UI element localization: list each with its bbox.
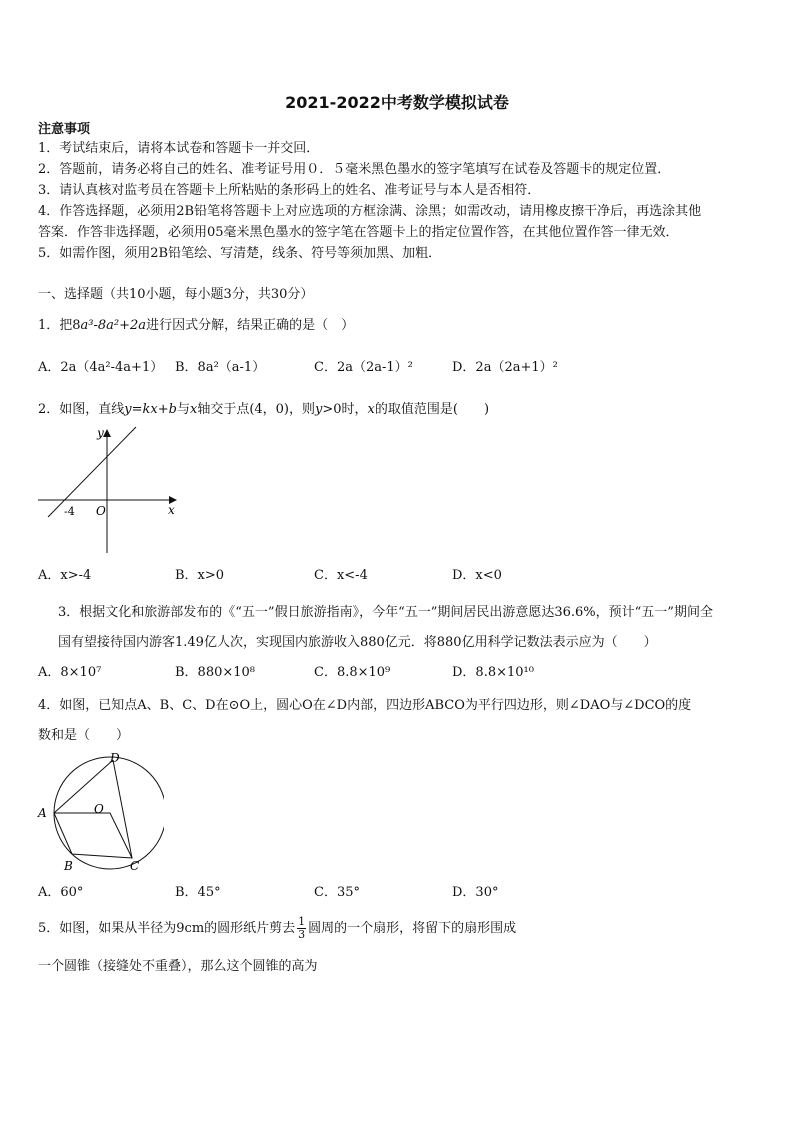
graph-line <box>48 427 136 517</box>
y-axis-arrow <box>103 429 111 437</box>
q1-option-d: D．2a（2a+1）² <box>452 360 558 375</box>
label-b: B <box>64 859 73 873</box>
question-1 <box>38 317 354 335</box>
q1-expression: a³-8a²+2a <box>80 318 147 333</box>
notice-heading: 注意事项 <box>38 122 91 137</box>
q5-text-1: 5．如图，如果从半径为9cm的圆形纸片剪去 <box>38 921 296 936</box>
q2-var-x2: x <box>367 402 375 417</box>
q3-option-d: D．8.8×10¹⁰ <box>452 665 534 680</box>
question-3-line-1: 3．根据文化和旅游部发布的《“五一”假日旅游指南》，今年“五一”期间居民出游意愿达36.6%，预计“五一”期间全 <box>58 605 713 620</box>
label-c: C <box>130 859 140 873</box>
q2-text-1: 2．如图，直线 <box>38 402 125 417</box>
q4-circle-figure <box>34 750 164 878</box>
origin-label: O <box>96 504 106 518</box>
q2-option-d: D．x<0 <box>452 568 502 583</box>
q3-option-b: B．880×10⁸ <box>175 665 256 680</box>
q2-var-x: x <box>189 402 198 417</box>
question-5-line-1 <box>38 914 516 944</box>
q2-text-2: 与 <box>176 402 190 417</box>
q2-option-a: A．x>-4 <box>38 568 92 583</box>
q3-option-a: A．8×10⁷ <box>38 665 102 680</box>
notice-item-4-cont: 答案．作答非选择题，必须用05毫米黑色墨水的签字笔在答题卡上的指定位置作答，在其他位置作答一律无效． <box>38 225 679 240</box>
q2-text-3: 轴交于点(4，0)，则 <box>197 402 315 417</box>
question-4-line-2: 数和是（ ） <box>38 728 130 743</box>
page-title: 2021-2022中考数学模拟试卷 <box>285 93 509 112</box>
q1-prefix: 1．把8 <box>38 318 81 333</box>
label-d: D <box>110 751 120 765</box>
q4-option-b: B．45° <box>175 885 221 900</box>
q3-option-c: C．8.8×10⁹ <box>314 665 391 680</box>
x-label: x <box>168 503 175 517</box>
label-o: O <box>94 802 104 816</box>
point-label: -4 <box>64 505 75 518</box>
q4-option-d: D．30° <box>452 885 499 900</box>
question-5-line-2: 一个圆锥（接缝处不重叠），那么这个圆锥的高为 <box>38 959 318 974</box>
q2-graph-figure <box>36 425 181 557</box>
notice-item-5: 5．如需作图，须用2B铅笔绘、写清楚，线条、符号等须加黑、加粗． <box>38 246 442 261</box>
q2-line-equation: y=kx+b <box>124 402 177 417</box>
q5-fraction <box>297 916 306 941</box>
q5-fraction-denominator: 3 <box>298 928 306 941</box>
notice-item-1: 1．考试结束后，请将本试卷和答题卡一并交回． <box>38 141 320 156</box>
y-label: y <box>97 426 104 440</box>
notice-item-4: 4．作答选择题，必须用2B铅笔将答题卡上对应选项的方框涂满、涂黑；如需改动，请用橡皮擦干净后，再选涂其他 <box>38 204 702 219</box>
q5-fraction-numerator: 1 <box>298 915 306 928</box>
question-2 <box>38 401 489 419</box>
label-a: A <box>38 806 47 820</box>
q2-option-b: B．x>0 <box>175 568 225 583</box>
segment-ad <box>54 760 113 813</box>
q4-option-c: C．35° <box>314 885 360 900</box>
question-3-line-2: 国有望接待国内游客1.49亿人次，实现国内旅游收入880亿元．将880亿用科学记数法表示应为（ ） <box>58 635 657 650</box>
section-heading: 一、选择题（共10小题，每小题3分，共30分） <box>38 287 314 302</box>
q2-text-4: >0时， <box>322 402 368 417</box>
q1-option-c: C．2a（2a-1）² <box>314 360 413 375</box>
question-4-line-1: 4．如图，已知点A、B、C、D在⊙O上，圆心O在∠D内部，四边形ABCO为平行四边形，则∠DAO与∠DCO的度 <box>38 698 692 713</box>
q1-option-b: B．8a²（a-1） <box>175 360 266 375</box>
segment-dc <box>113 760 132 858</box>
notice-item-2: 2．答题前，请务必将自己的姓名、准考证号用０．５毫米黑色墨水的签字笔填写在试卷及答题卡的规定位置． <box>38 162 671 177</box>
q5-text-2: 圆周的一个扇形，将留下的扇形围成 <box>308 921 517 936</box>
q1-suffix: 进行因式分解，结果正确的是（ ） <box>146 318 355 333</box>
q4-option-a: A．60° <box>38 885 84 900</box>
q2-text-5: 的取值范围是( ) <box>374 402 490 417</box>
parallelogram-abco <box>54 813 132 858</box>
q2-option-c: C．x<-4 <box>314 568 368 583</box>
q1-option-a: A．2a（4a²-4a+1） <box>38 360 164 375</box>
notice-item-3: 3．请认真核对监考员在答题卡上所粘贴的条形码上的姓名、准考证号与本人是否相符． <box>38 183 541 198</box>
q2-var-y: y <box>315 402 323 417</box>
